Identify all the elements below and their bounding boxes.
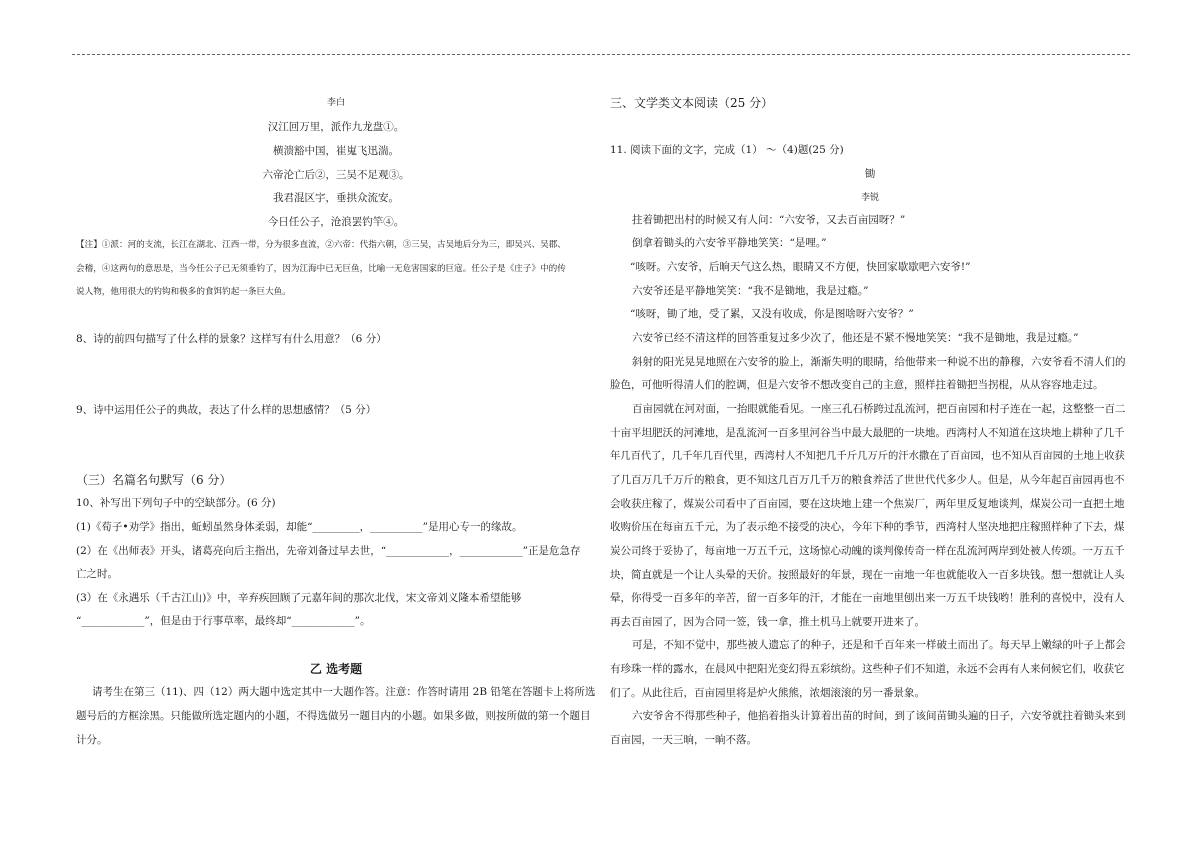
story-line: “咳呀，锄了地，受了累，又没有收成，你是图啥呀六安爷？” (630, 308, 914, 320)
story-author: 李锐 (860, 193, 879, 203)
story-line: 六安爷还是平静地笑笑：“我不是锄地，我是过瘾。” (632, 285, 869, 297)
question-9: 9、诗中运用任公子的典故，表达了什么样的思想感情？（5 分） (76, 404, 377, 416)
story-line: 倒拿着锄头的六安爷平静地笑笑：“是哩。” (632, 237, 827, 249)
story-line: 年几百代了，几千年几百代里，西湾村人不知把几千斤几万斤的汗水撒在了百亩园，也不知从百亩园的土地上收获 (610, 450, 1125, 462)
story-line: 十亩平坦肥沃的河滩地，是乱流河一百多里河谷当中最大最肥的一块地。西湾村人不知道在这块地上耕种了几千 (610, 427, 1125, 439)
story-line: 斜射的阳光晃晃地照在六安爷的脸上，渐渐失明的眼睛，给他带来一种说不出的静穆，六安爷看不清人们的 (632, 356, 1126, 368)
elective-line: 计分。 (76, 734, 108, 746)
story-line: 六安爷已经不清这样的回答重复过多少次了，他还是不紧不慢地笑笑：“我不是锄地，我是过瘾。” (632, 332, 1079, 344)
story-line: 六安爷舍不得那些种子，他掐着指头计算着出苗的时间，到了该间苗锄头遍的日子，六安爷就拄着锄头来到 (632, 710, 1126, 722)
elective-line: 请考生在第三（11)、四（12）两大题中选定其中一大题作答。注意：作答时请用 2B 铅笔在答题卡上将所选 (92, 686, 596, 698)
story-line: 脸色，可他听得清人们的腔调，但是六安爷不想改变自己的主意，照样拄着锄把当拐棍，从从容容地走过。 (610, 379, 1104, 391)
question-10: 10、补写出下列句子中的空缺部分。(6 分) (76, 497, 276, 509)
section-3-title: （三）名篇名句默写（6 分） (76, 473, 232, 487)
story-line: 可是，不知不觉中，那些被人遗忘了的种子，还是和千百年来一样破土而出了。每天早上嫩绿的叶子上都会 (632, 639, 1126, 651)
question-10-3-cont: “____________”，但是由于行事草率，最终却“____________”。 (76, 615, 371, 627)
poem-note-line: 会稽，④这两句的意思是，当今任公子已无须垂钓了，因为江海中已无巨鱼，比喻一无危害国家的巨寇。任公子是《庄子》中的传 (76, 264, 566, 274)
poem-line: 我君混区宇，垂拱众流安。 (273, 192, 399, 204)
elective-title: 乙 选考题 (309, 662, 363, 676)
poem-note-line: 说人物，他用很大的钓钩和极多的食饵钓起一条巨大鱼。 (76, 287, 291, 297)
story-line: 块，简直就是一个让人头晕的天价。按照最好的年景，现在一亩地一年也就能收入一百多块钱。想一想就让人头 (610, 569, 1125, 581)
poem-line: 汉江回万里，派作九龙盘①。 (267, 121, 405, 133)
poem-line: 六帝沦亡后②，三吴不足观③。 (262, 169, 410, 181)
story-line: 炭公司终于妥协了，每亩地一万五千元，这场惊心动魄的谈判像传奇一样在乱流河两岸到处被人传颂。一万五千 (610, 545, 1125, 557)
story-line: 再去百亩园了，因为合同一签，钱一拿，推土机马上就要开进来了。 (610, 616, 925, 628)
story-line: 了几百万几千万斤的粮食，更不知这几百万几千万的粮食养活了世世代代多少人。但是，从今年起百亩园再也不 (610, 474, 1125, 486)
story-line: 有珍珠一样的露水，在晨风中把阳光变幻得五彩缤纷。这些种子们不知道，永远不会再有人来伺候它们，收获它 (610, 663, 1125, 675)
story-line: 百亩园，一天三晌，一晌不落。 (610, 734, 757, 746)
question-10-1: (1)《荀子•劝学》指出，蚯蚓虽然身体柔弱，却能“_________，__________”是用心专一的缘故。 (76, 521, 523, 533)
header-rule (72, 54, 1130, 55)
story-title: 锄 (864, 168, 876, 180)
story-line: 拄着锄把出村的时候又有人问：“六安爷，又去百亩园呀？” (632, 214, 906, 226)
question-10-3: (3）在《永遇乐（千古江山)》中，辛弃疾回顾了元嘉年间的那次北伐，宋文帝刘义隆本希望能够 (76, 592, 522, 604)
elective-line: 题号后的方框涂黑。只能做所选定题内的小题，不得选做另一题目内的小题。如果多做，则按所做的第一个题目 (76, 710, 591, 722)
poem-line: 横溃豁中国，崔嵬飞迅湍。 (273, 145, 399, 157)
story-line: 晕，你得受一百多年的辛苦，留一百多年的汗，才能在一亩地里刨出来一万五千块钱哟！胜利的喜悦中，没有人 (610, 592, 1125, 604)
question-11: 11. 阅读下面的文字，完成（1） ～（4)题(25 分) (610, 144, 844, 156)
section-title: 三、文学类文本阅读（25 分） (610, 96, 774, 110)
poem-line: 今日任公子，沧浪罢钓竿④。 (267, 216, 405, 228)
story-line: 百亩园就在河对面，一抬眼就能看见。一座三孔石桥跨过乱流河，把百亩园和村子连在一起，这整整一百二 (632, 403, 1126, 415)
poem-note-line: 【注】①派：河的支流，长江在湖北、江西一带，分为很多直流，②六帝：代指六朝，③三吴，古吴地后分为三，即吴兴、吴郡、 (76, 240, 566, 250)
question-10-2-cont: 亡之时。 (76, 568, 118, 580)
poem-author: 李白 (326, 98, 345, 108)
story-line: 会收获庄稼了，煤炭公司看中了百亩园，要在这块地上建一个焦炭厂，两年里反复地谈判，煤炭公司一直把土地 (610, 498, 1125, 510)
story-line: 收购价压在每亩五千元，为了表示绝不接受的决心，今年下种的季节，西湾村人坚决地把庄稼照样种了下去，煤 (610, 521, 1125, 533)
question-8: 8、诗的前四句描写了什么样的景象？这样写有什么用意？（6 分） (76, 333, 387, 345)
story-line: 们了。从此往后，百亩园里将是炉火熊熊，浓烟滚滚的另一番景象。 (610, 687, 925, 699)
question-10-2: (2）在《出师表》开头，诸葛亮向后主指出，先帝刘备过早去世，“____________，____________”正是危急存 (76, 545, 581, 557)
story-line: “咳呀。六安爷，后晌天气这么热，眼睛又不方便，快回家歇歇吧六安爷!” (630, 261, 971, 273)
